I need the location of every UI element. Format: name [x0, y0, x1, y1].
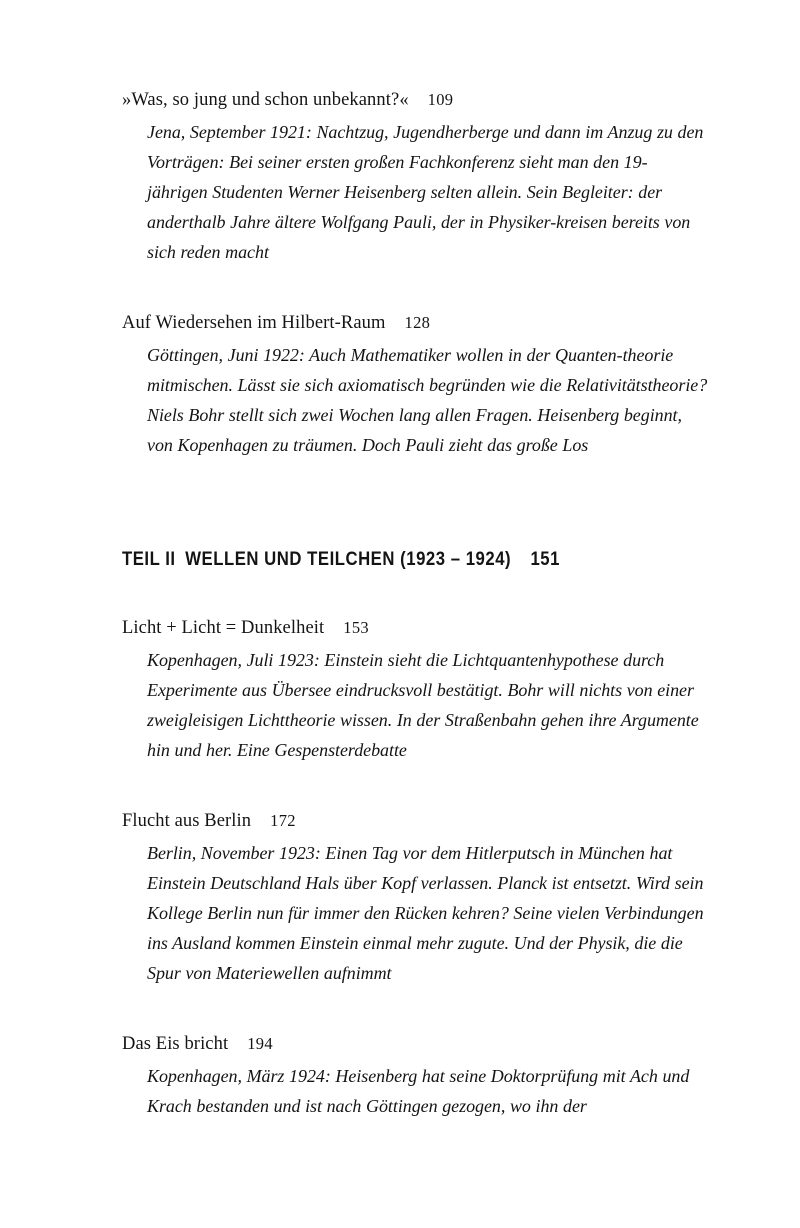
toc-entry-page-number[interactable]: 194	[247, 1034, 273, 1053]
toc-entry	[122, 309, 708, 460]
toc-entry	[122, 86, 708, 267]
toc-entry-heading	[122, 614, 708, 642]
part-heading-page-number[interactable]: 151	[530, 549, 560, 570]
toc-entry-description: Göttingen, Juni 1922: Auch Mathematiker wollen in der Quanten-theorie mitmischen. Lässt sie sich axiomatisch begründen wie die Relativitätstheorie? Niels Bohr stellt sich zwei Wochen lang allen Fragen. Heisenberg beginnt, von Kopenhagen zu träumen. Doch Pauli zieht das große Los	[147, 345, 708, 455]
toc-entry-heading	[122, 1030, 708, 1058]
toc-entry	[122, 807, 708, 988]
toc-entry-title[interactable]: Licht + Licht = Dunkelheit	[122, 618, 325, 638]
part-heading-title: WELLEN UND TEILCHEN (1923 – 1924)	[185, 549, 512, 570]
part-heading	[122, 502, 638, 572]
toc-entry-title[interactable]: Flucht aus Berlin	[122, 811, 252, 831]
toc-entry-heading	[122, 807, 708, 835]
part-heading-label: TEIL II	[122, 549, 176, 570]
toc-entry-page-number[interactable]: 172	[270, 811, 296, 830]
toc-entry-page-number[interactable]: 109	[427, 90, 454, 109]
toc-entry-heading	[122, 86, 708, 114]
toc-entry	[122, 1030, 708, 1121]
toc-entry-description: Kopenhagen, Juli 1923: Einstein sieht die Lichtquantenhypothese durch Experimente aus Übersee eindrucksvoll bestätigt. Bohr will nichts von einer zweigleisigen Lichttheorie wissen. In der Straßenbahn gehen ihre Argumente hin und her. Eine Gespensterdebatte	[147, 650, 699, 760]
toc-entry-title[interactable]: Das Eis bricht	[122, 1034, 229, 1054]
table-of-contents-page	[122, 86, 708, 1121]
toc-entry-title[interactable]: »Was, so jung und schon unbekannt?«	[122, 90, 409, 110]
toc-entry-description: Jena, September 1921: Nachtzug, Jugendherberge und dann im Anzug zu den Vorträgen: Bei seiner ersten großen Fachkonferenz sieht man den 19-jährigen Studenten Werner Heisenberg selten allein. Sein Begleiter: der anderthalb Jahre ältere Wolfgang Pauli, der in Physiker-kreisen bereits von sich reden macht	[147, 122, 704, 262]
toc-entry-description: Kopenhagen, März 1924: Heisenberg hat seine Doktorprüfung mit Ach und Krach bestanden und ist nach Göttingen gezogen, wo ihn der	[147, 1066, 690, 1116]
toc-entry-description: Berlin, November 1923: Einen Tag vor dem Hitlerputsch in München hat Einstein Deutschland Hals über Kopf verlassen. Planck ist entsetzt. Wird sein Kollege Berlin nun für immer den Rücken kehren? Seine vielen Verbindungen ins Ausland kommen Einstein einmal mehr zugute. Und der Physik, die die Spur von Materiewellen aufnimmt	[147, 843, 704, 983]
toc-entry	[122, 614, 708, 765]
toc-entry-title[interactable]: Auf Wiedersehen im Hilbert-Raum	[122, 313, 386, 333]
toc-entry-page-number[interactable]: 153	[343, 618, 369, 637]
toc-entry-heading	[122, 309, 708, 337]
toc-entry-page-number[interactable]: 128	[404, 313, 431, 332]
